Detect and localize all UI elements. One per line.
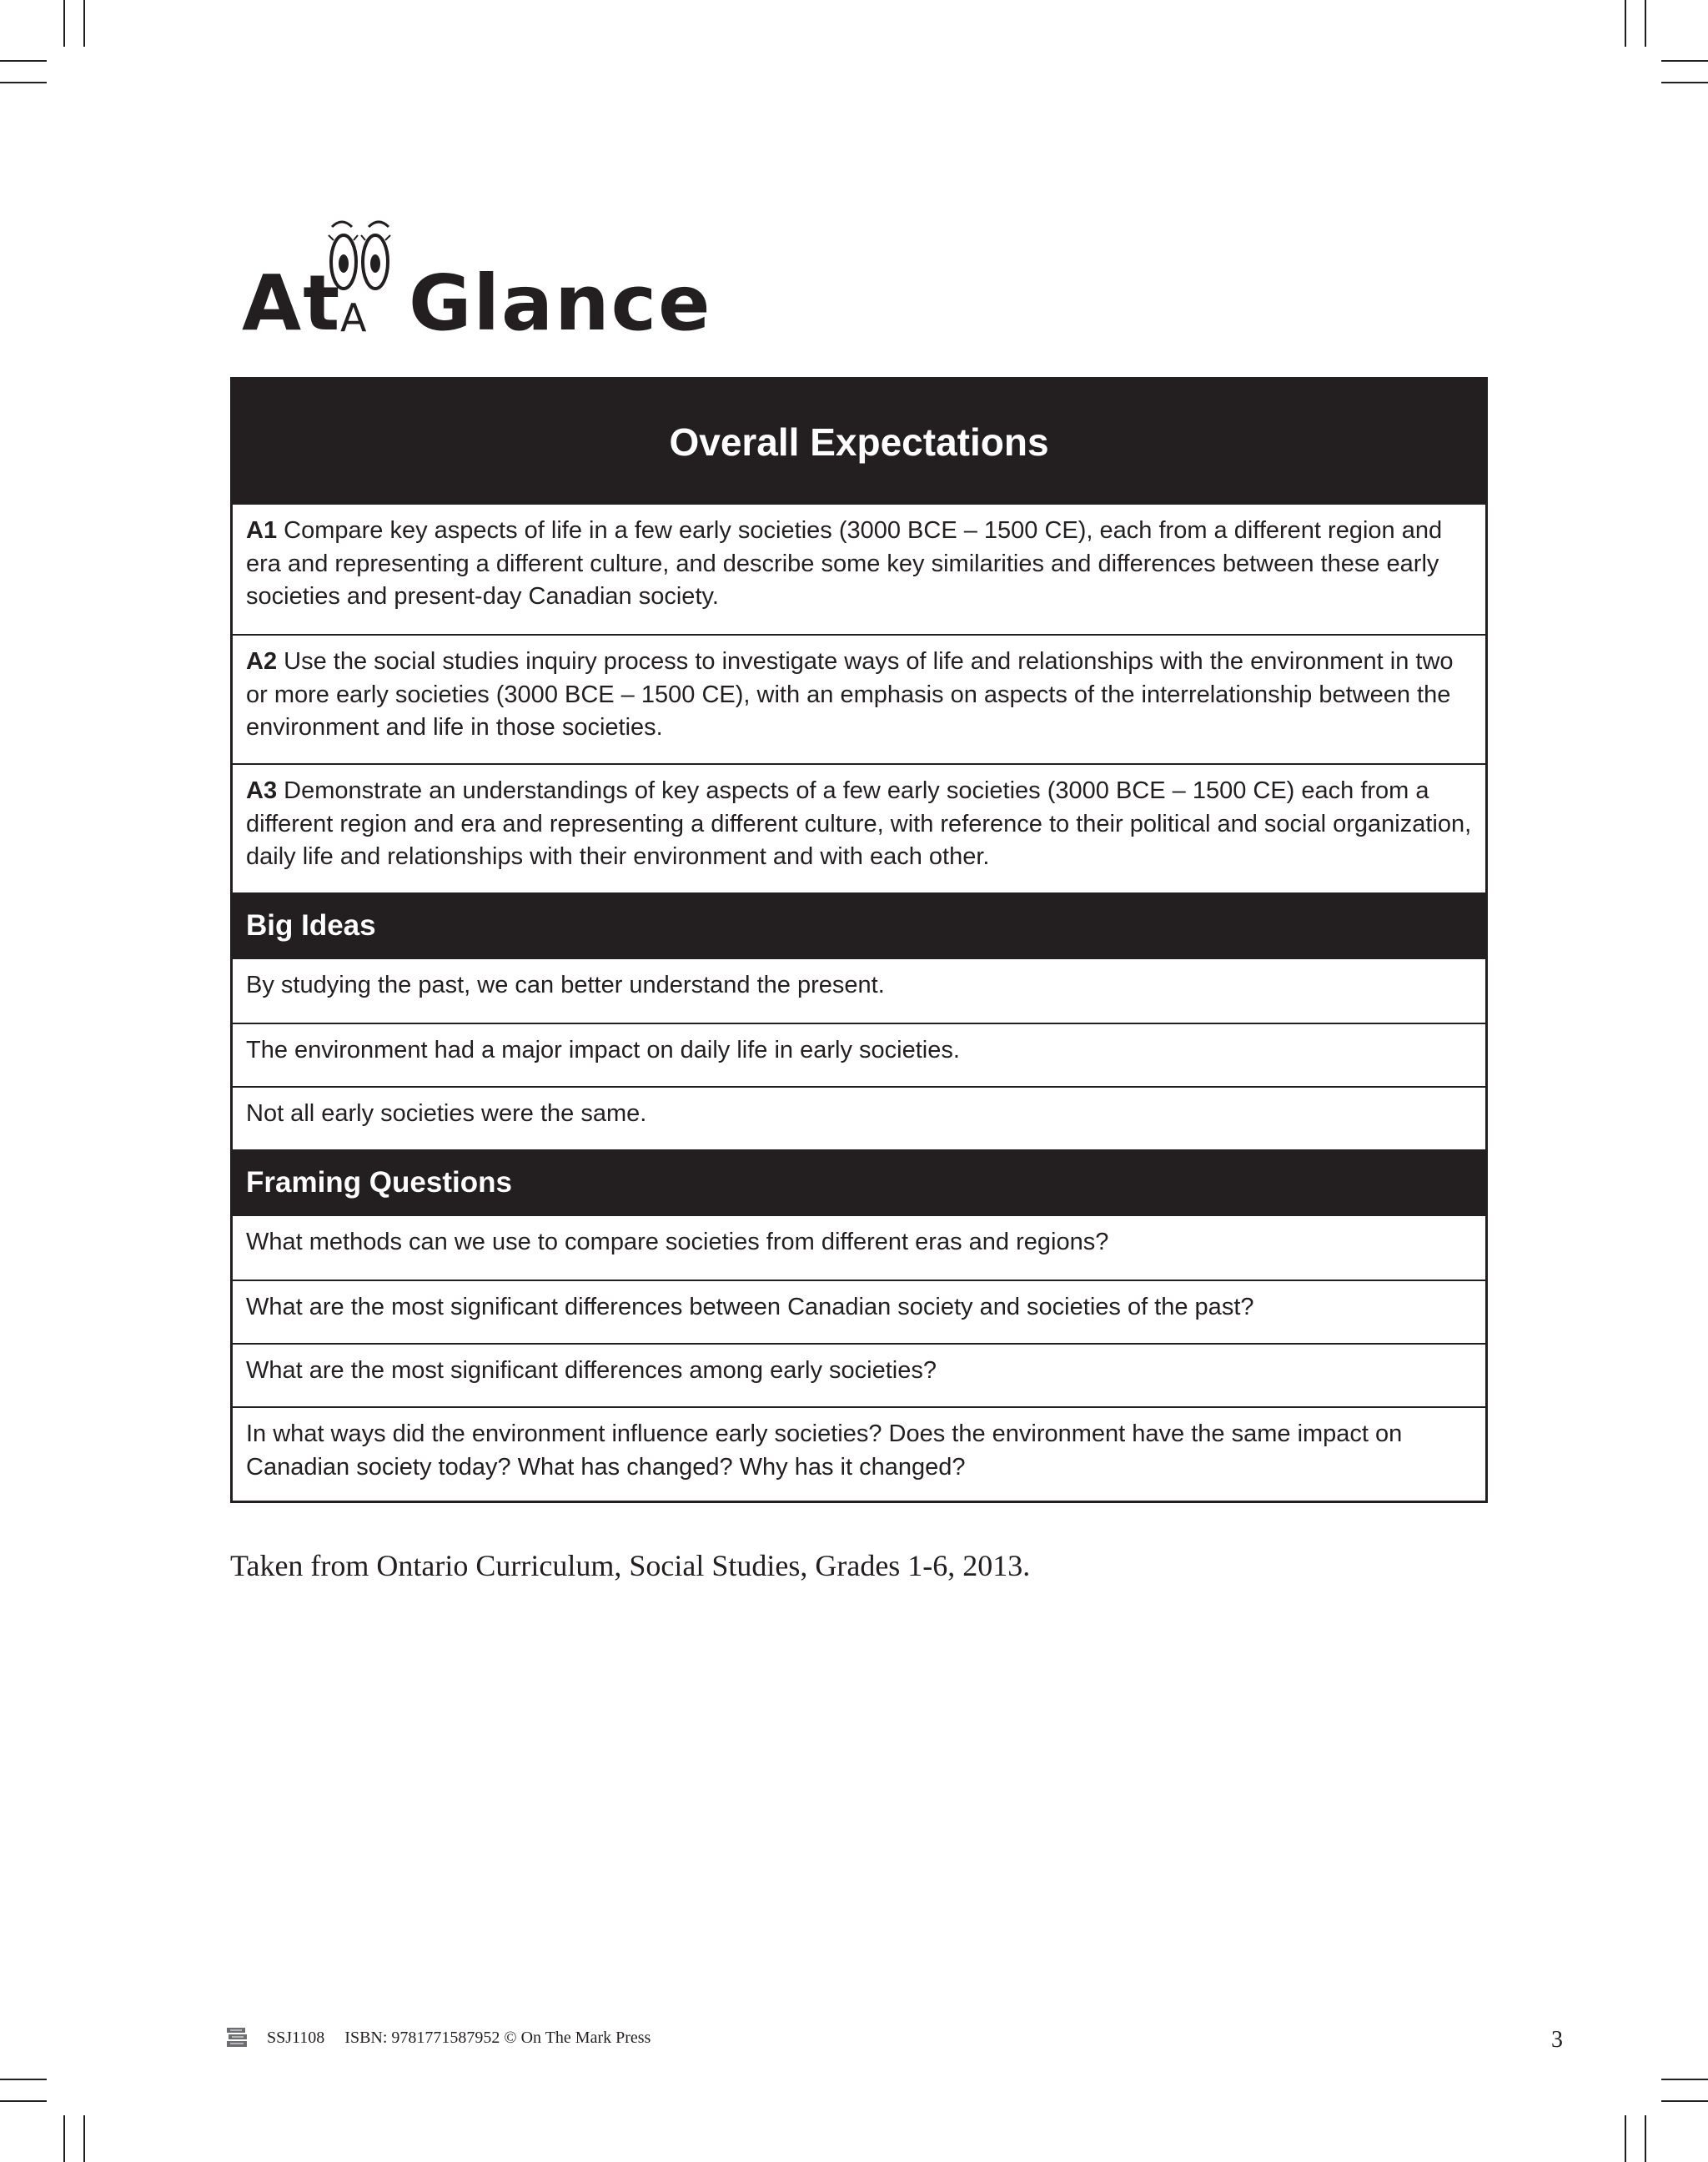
framing-question-row: What are the most significant differences among early societies?	[233, 1343, 1485, 1406]
crop-mark	[83, 0, 85, 47]
page-number: 3	[1551, 2027, 1563, 2053]
logo-word-at: At	[242, 259, 342, 348]
crop-mark	[1625, 0, 1626, 47]
logo-word-a: A	[340, 295, 367, 340]
expectation-row	[233, 505, 1485, 634]
crop-mark	[0, 60, 47, 62]
crop-mark	[63, 0, 65, 47]
overall-expectations-header: Overall Expectations	[233, 380, 1485, 505]
framing-questions-header: Framing Questions	[233, 1149, 1485, 1216]
expectation-code: A1	[246, 517, 278, 544]
crop-mark	[83, 2115, 85, 2162]
crop-mark	[1661, 2079, 1708, 2080]
curriculum-table	[230, 377, 1488, 1503]
big-ideas-header: Big Ideas	[233, 892, 1485, 959]
logo-word-glance: Glance	[409, 259, 712, 348]
crop-mark	[63, 2115, 65, 2162]
big-idea-row: By studying the past, we can better understand the present.	[246, 972, 885, 998]
page-footer	[225, 2024, 651, 2052]
crop-mark	[0, 82, 47, 83]
expectation-row	[233, 634, 1485, 763]
expectation-row	[233, 763, 1485, 892]
crop-mark	[0, 2079, 47, 2080]
framing-question-row: What are the most significant differences between Canadian society and societies of the past?	[233, 1280, 1485, 1343]
crop-mark	[1661, 82, 1708, 83]
expectation-code: A3	[246, 777, 278, 804]
expectation-text: Compare key aspects of life in a few early societies (3000 BCE – 1500 CE), each from a different region and era and representing a different culture, and describe some key similarities and differences between these early societies and present-day Canadian society.	[246, 517, 1443, 610]
product-code: SSJ1108	[267, 2028, 325, 2047]
framing-question-row: What methods can we use to compare societies from different eras and regions?	[246, 1229, 1109, 1255]
book-stack-icon	[225, 2026, 252, 2049]
expectation-code: A2	[246, 648, 278, 675]
framing-question-row: In what ways did the environment influence early societies? Does the environment have the same impact on Canadian society today? What has changed? Why has it changed?	[233, 1406, 1485, 1501]
source-citation: Taken from Ontario Curriculum, Social Studies, Grades 1-6, 2013.	[230, 1549, 1031, 1582]
crop-mark	[1645, 0, 1646, 47]
crop-mark	[1661, 60, 1708, 62]
crop-mark	[1625, 2115, 1626, 2162]
at-a-glance-logo	[242, 215, 712, 348]
expectation-text: Demonstrate an understandings of key aspects of a few early societies (3000 BCE – 1500 CE) each from a different region and era and representing a different culture, with reference to their political and social organization, daily life and relationships with their environment and with each other.	[246, 777, 1472, 870]
big-idea-row: Not all early societies were the same.	[233, 1086, 1485, 1149]
isbn-copyright: ISBN: 9781771587952 © On The Mark Press	[344, 2028, 651, 2047]
expectation-text: Use the social studies inquiry process to investigate ways of life and relationships with the environment in two or more early societies (3000 BCE – 1500 CE), with an emphasis on aspects of the interrelationship between the environment and life in those societies.	[246, 648, 1454, 741]
crop-mark	[0, 2100, 47, 2102]
crop-mark	[1645, 2115, 1646, 2162]
big-idea-row: The environment had a major impact on daily life in early societies.	[233, 1023, 1485, 1086]
crop-mark	[1661, 2100, 1708, 2102]
